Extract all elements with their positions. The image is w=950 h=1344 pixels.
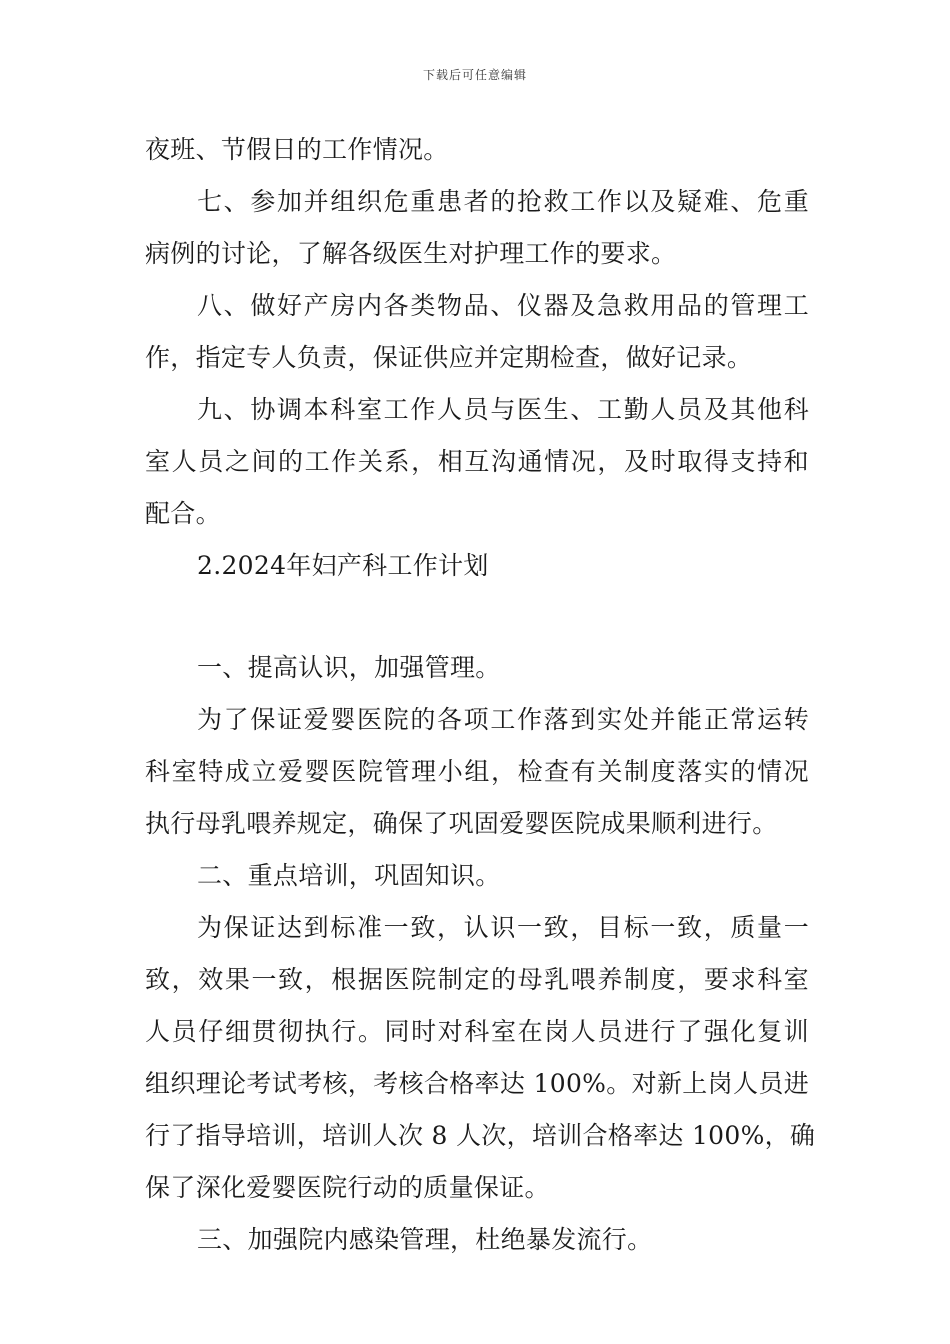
text-line: 人员仔细贯彻执行。同时对科室在岗人员进行了强化复训 [145, 1017, 809, 1046]
text-line: 执行母乳喂养规定，确保了巩固爱婴医院成果顺利进行。 [145, 809, 778, 838]
text-line: 保了深化爱婴医院行动的质量保证。 [145, 1173, 550, 1202]
text-line: 组织理论考试考核，考核合格率达 100%。对新上岗人员进 [145, 1069, 809, 1098]
paragraph-gap [145, 592, 809, 642]
text-line: 九、协调本科室工作人员与医生、工勤人员及其他科 [197, 395, 809, 424]
text-block-before-gap [145, 124, 809, 592]
text-block-after-gap [145, 642, 816, 1266]
text-line: 七、参加并组织危重患者的抢救工作以及疑难、危重 [197, 187, 809, 216]
text-line: 一、提高认识，加强管理。 [197, 653, 501, 682]
text-line: 夜班、节假日的工作情况。 [145, 135, 449, 164]
text-line: 行了指导培训，培训人次 8 人次，培训合格率达 100%，确 [145, 1121, 816, 1150]
text-line: 为保证达到标准一致，认识一致，目标一致，质量一 [197, 913, 809, 942]
text-line: 室人员之间的工作关系，相互沟通情况，及时取得支持和 [145, 447, 809, 476]
text-line: 八、做好产房内各类物品、仪器及急救用品的管理工 [197, 291, 809, 320]
text-line: 为了保证爱婴医院的各项工作落到实处并能正常运转 [197, 705, 809, 734]
text-line: 作，指定专人负责，保证供应并定期检查，做好记录。 [145, 343, 753, 372]
text-line: 致，效果一致，根据医院制定的母乳喂养制度，要求科室 [145, 965, 809, 994]
text-line: 病例的讨论，了解各级医生对护理工作的要求。 [145, 239, 677, 268]
page-header-note: 下载后可任意编辑 [422, 68, 527, 82]
document-body [145, 124, 816, 1266]
text-line: 三、加强院内感染管理，杜绝暴发流行。 [197, 1225, 653, 1254]
text-line: 2.2024年妇产科工作计划 [197, 551, 489, 580]
text-line: 科室特成立爱婴医院管理小组，检查有关制度落实的情况 [145, 757, 809, 786]
text-line: 二、重点培训，巩固知识。 [197, 861, 501, 890]
text-line: 配合。 [145, 499, 221, 528]
